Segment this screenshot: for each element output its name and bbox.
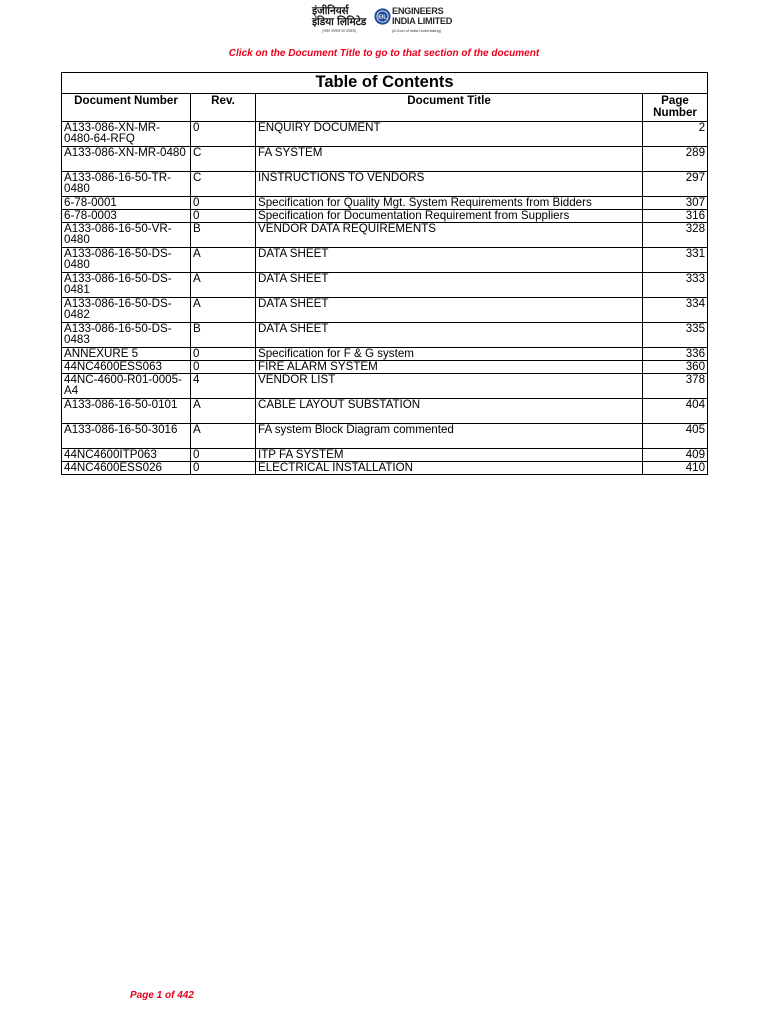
document-number: 44NC4600ESS026 (62, 461, 191, 474)
document-title-link[interactable]: DATA SHEET (258, 247, 329, 260)
table-row (62, 222, 708, 247)
logo-hindi-line2: इंडिया लिमिटेड (312, 16, 367, 28)
document-number: A133-086-XN-MR-0480-64-RFQ (62, 121, 191, 146)
page-number: 336 (643, 347, 708, 360)
table-row (62, 146, 708, 171)
document-number: A133-086-16-50-TR-0480 (62, 171, 191, 196)
document-title (256, 398, 643, 423)
revision: A (191, 247, 256, 272)
document-number: A133-086-16-50-0101 (62, 398, 191, 423)
table-row (62, 121, 708, 146)
logo-hindi-text (312, 6, 366, 28)
revision: 4 (191, 373, 256, 398)
logo-english-line2: INDIA LIMITED (392, 15, 453, 26)
revision: C (191, 146, 256, 171)
page-number: 297 (643, 171, 708, 196)
logo-english-text (392, 7, 452, 26)
revision: 0 (191, 448, 256, 461)
table-row (62, 347, 708, 360)
table-row (62, 322, 708, 347)
toc-rows (62, 121, 708, 474)
document-title-link[interactable]: Specification for F & G system (258, 347, 414, 360)
document-title (256, 297, 643, 322)
revision: 0 (191, 209, 256, 222)
revision: C (191, 171, 256, 196)
page-indicator: Page 1 of 442 (130, 990, 194, 1001)
document-number: A133-086-16-50-DS-0482 (62, 297, 191, 322)
page-number: 289 (643, 146, 708, 171)
document-title (256, 272, 643, 297)
document-title-link[interactable]: ELECTRICAL INSTALLATION (258, 461, 414, 474)
document-number: 6-78-0003 (62, 209, 191, 222)
revision: A (191, 423, 256, 448)
table-of-contents (61, 72, 708, 475)
table-row (62, 171, 708, 196)
document-title (256, 423, 643, 448)
instruction-text: Click on the Document Title to go to that section of the document (228, 48, 540, 59)
table-row (62, 461, 708, 474)
page-number: 409 (643, 448, 708, 461)
logo-hindi-line1: इंजीनियर्स (312, 5, 349, 17)
document-number: A133-086-16-50-3016 (62, 423, 191, 448)
revision: 0 (191, 347, 256, 360)
document-number: 44NC4600ITP063 (62, 448, 191, 461)
toc-title: Table of Contents (62, 73, 708, 94)
document-number: 44NC4600ESS063 (62, 360, 191, 373)
svg-text:EIL: EIL (378, 14, 387, 21)
company-logo (312, 5, 458, 35)
document-title-link[interactable]: Specification for Quality Mgt. System Requirements from Bidders (258, 196, 592, 209)
document-number: 44NC-4600-R01-0005-A4 (62, 373, 191, 398)
revision: A (191, 297, 256, 322)
table-row (62, 373, 708, 398)
revision: 0 (191, 121, 256, 146)
document-number: 6-78-0001 (62, 196, 191, 209)
eil-emblem-icon (374, 8, 391, 25)
page-number: 2 (643, 121, 708, 146)
logo-english-line1: ENGINEERS (392, 6, 444, 16)
document-title-link[interactable]: FA SYSTEM (258, 146, 323, 159)
document-title (256, 222, 643, 247)
logo-hindi-subtitle: (भारत सरकार का उपक्रम) (322, 29, 357, 33)
logo-english-subtitle: (A Govt of India Undertaking) (392, 29, 441, 33)
page-number: 404 (643, 398, 708, 423)
document-title (256, 448, 643, 461)
document-title-link[interactable]: VENDOR DATA REQUIREMENTS (258, 222, 437, 235)
document-number: A133-086-16-50-DS-0483 (62, 322, 191, 347)
table-row (62, 297, 708, 322)
revision: 0 (191, 360, 256, 373)
document-title (256, 347, 643, 360)
document-title-link[interactable]: VENDOR LIST (258, 373, 336, 386)
page-number: 405 (643, 423, 708, 448)
document-title-link[interactable]: CABLE LAYOUT SUBSTATION (258, 398, 421, 411)
column-header-rev: Rev. (191, 94, 256, 122)
page-number: 378 (643, 373, 708, 398)
document-title (256, 373, 643, 398)
table-row (62, 196, 708, 209)
table-row (62, 247, 708, 272)
page-number: 410 (643, 461, 708, 474)
page-number: 328 (643, 222, 708, 247)
document-title (256, 322, 643, 347)
document-number: A133-086-16-50-VR-0480 (62, 222, 191, 247)
page-number: 335 (643, 322, 708, 347)
document-title (256, 171, 643, 196)
page-number: 316 (643, 209, 708, 222)
revision: A (191, 398, 256, 423)
document-title-link[interactable]: FA system Block Diagram commented (258, 423, 454, 436)
column-header-page-number: Page Number (643, 94, 708, 122)
document-title (256, 209, 643, 222)
table-row (62, 398, 708, 423)
table-row (62, 360, 708, 373)
page-number: 334 (643, 297, 708, 322)
page-number: 307 (643, 196, 708, 209)
column-header-document-number: Document Number (62, 94, 191, 122)
document-title (256, 360, 643, 373)
document-number: A133-086-16-50-DS-0480 (62, 247, 191, 272)
document-title (256, 196, 643, 209)
table-row (62, 272, 708, 297)
table-row (62, 448, 708, 461)
document-number: A133-086-XN-MR-0480 (62, 146, 191, 171)
table-row (62, 209, 708, 222)
document-title-link[interactable]: ITP FA SYSTEM (258, 448, 344, 461)
document-number: ANNEXURE 5 (62, 347, 191, 360)
revision: B (191, 222, 256, 247)
revision: B (191, 322, 256, 347)
document-title (256, 461, 643, 474)
document-title-link[interactable]: ENQUIRY DOCUMENT (258, 121, 381, 134)
document-title-link[interactable]: DATA SHEET (258, 272, 329, 285)
page-number: 331 (643, 247, 708, 272)
document-title (256, 121, 643, 146)
document-title (256, 146, 643, 171)
document-title-link[interactable]: INSTRUCTIONS TO VENDORS (258, 171, 425, 184)
page-number: 333 (643, 272, 708, 297)
document-title-link[interactable]: DATA SHEET (258, 297, 329, 310)
revision: 0 (191, 461, 256, 474)
table-row (62, 423, 708, 448)
document-title-link[interactable]: DATA SHEET (258, 322, 329, 335)
revision: 0 (191, 196, 256, 209)
revision: A (191, 272, 256, 297)
page-number: 360 (643, 360, 708, 373)
column-header-document-title: Document Title (256, 94, 643, 122)
document-title-link[interactable]: Specification for Documentation Requirement from Suppliers (258, 209, 570, 222)
document-title (256, 247, 643, 272)
document-title-link[interactable]: FIRE ALARM SYSTEM (258, 360, 378, 373)
document-number: A133-086-16-50-DS-0481 (62, 272, 191, 297)
